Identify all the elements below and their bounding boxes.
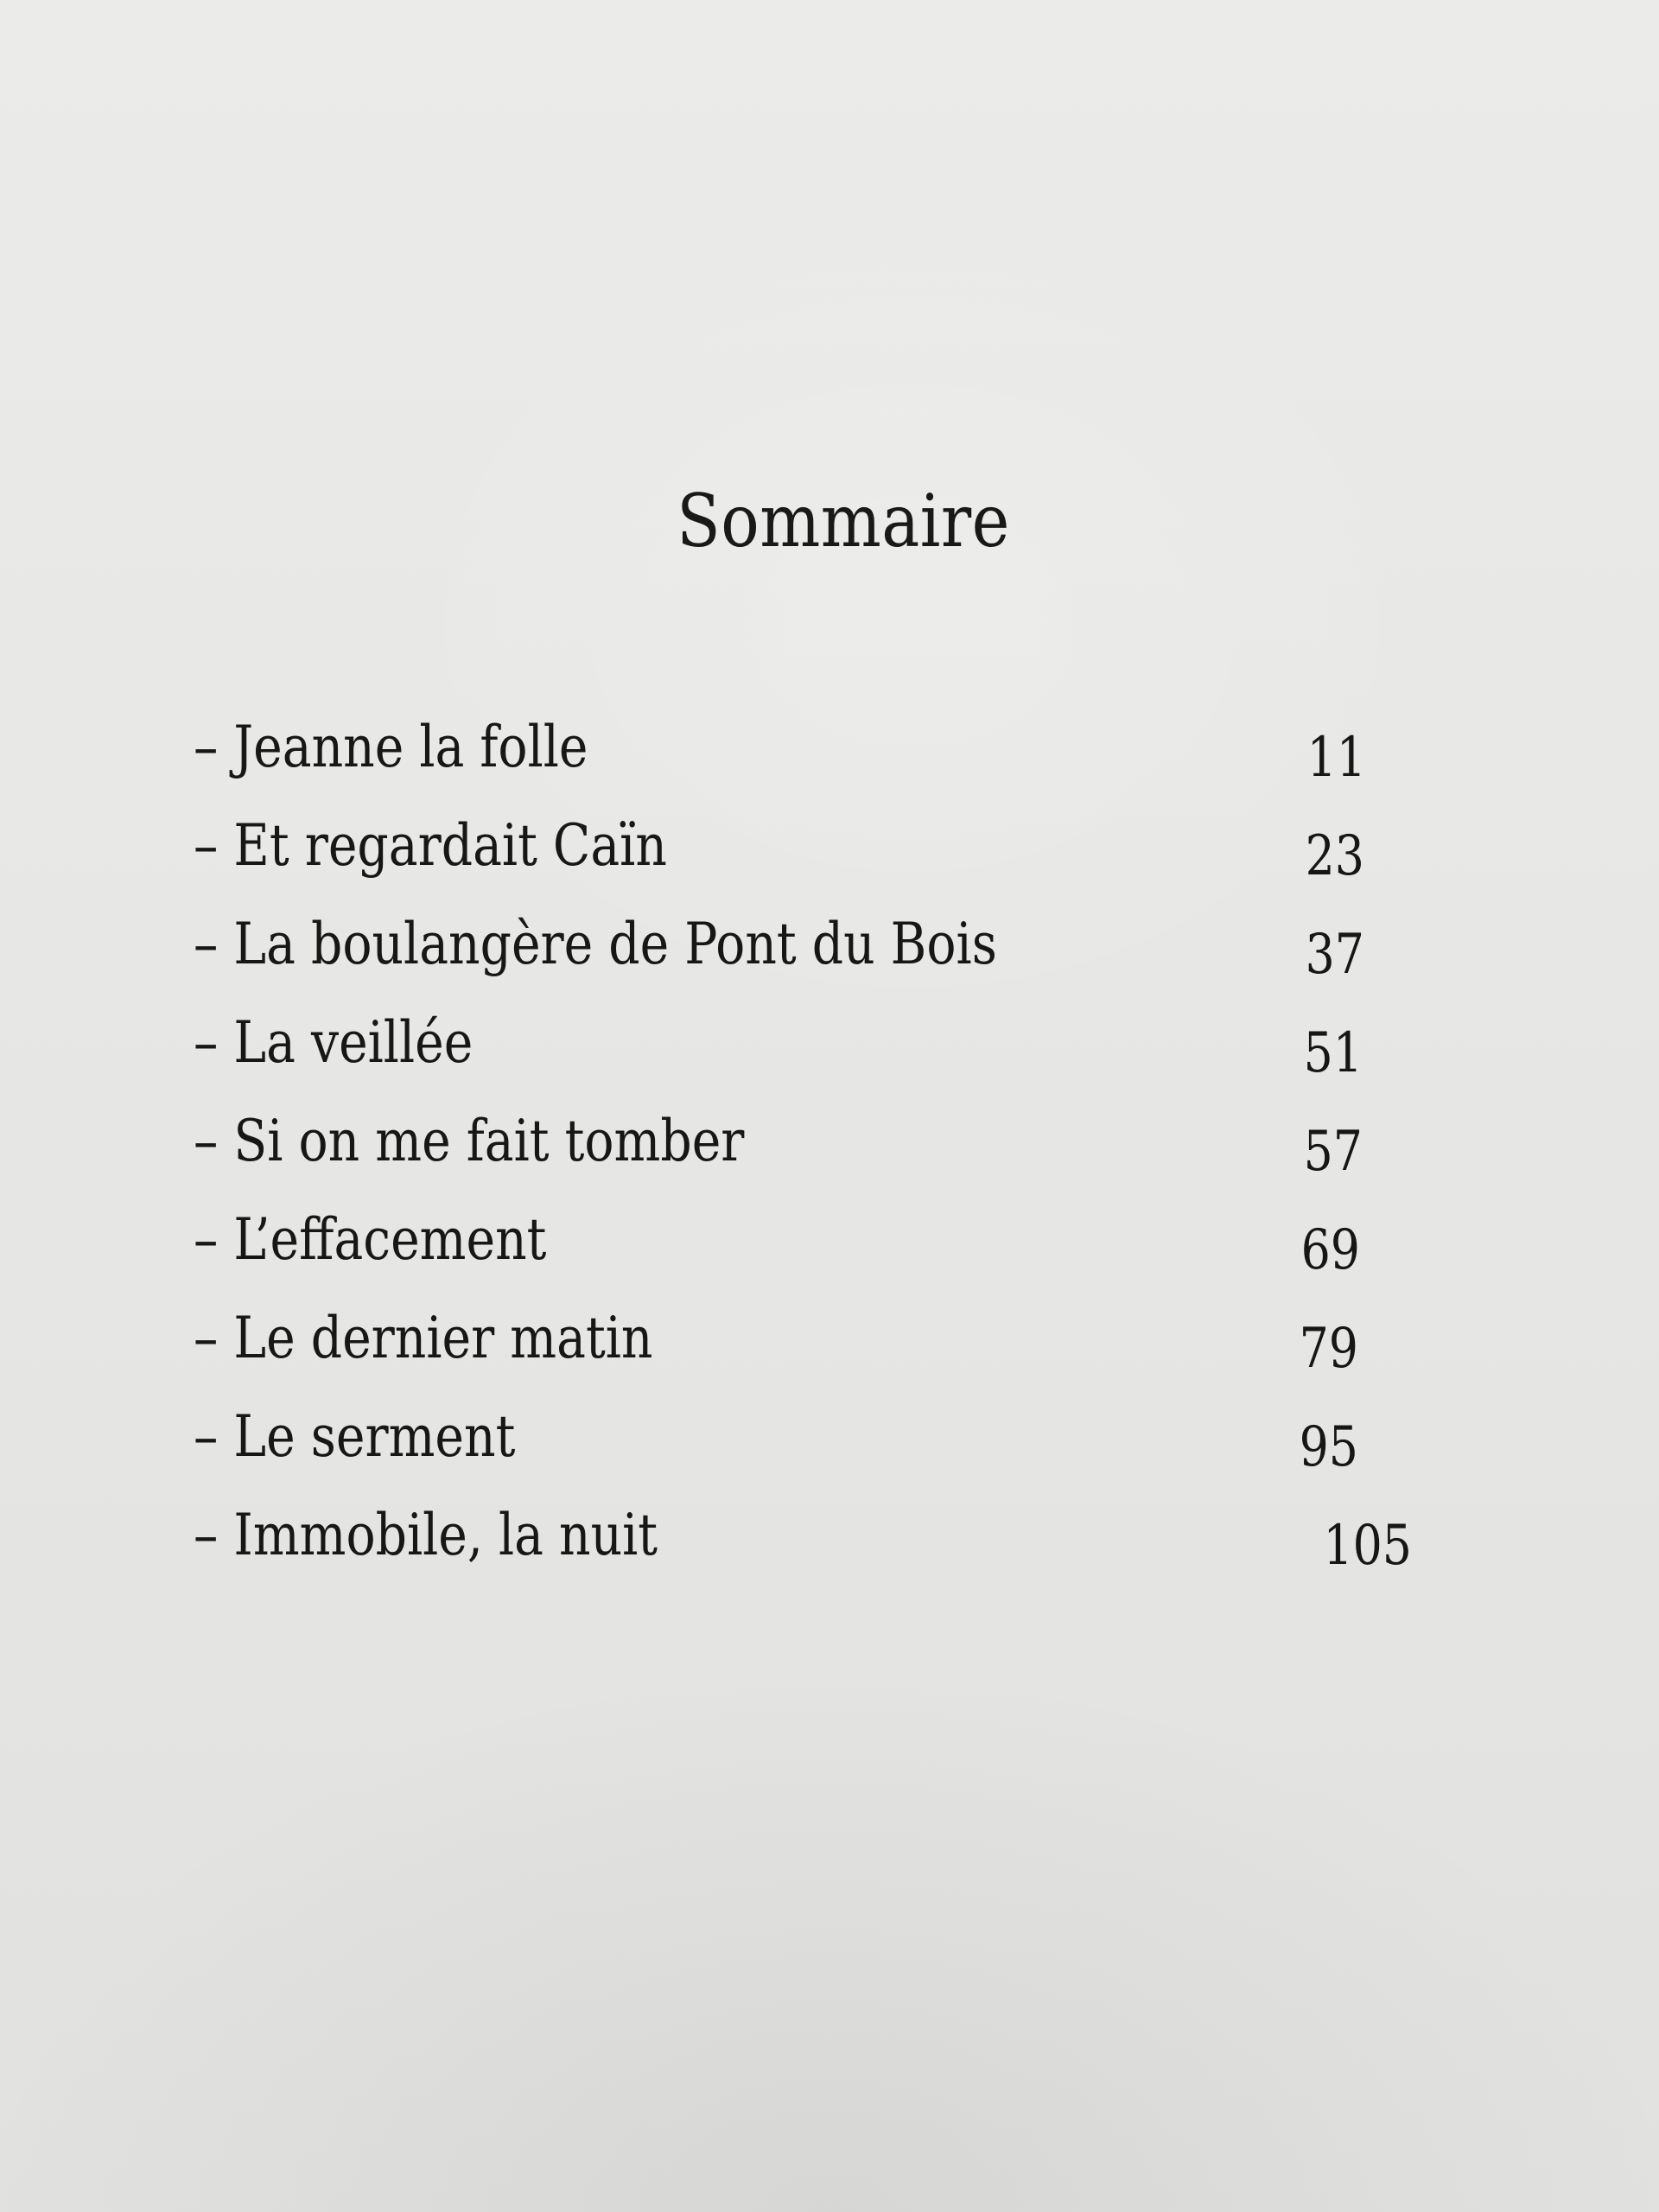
- toc-entry: [194, 1004, 1412, 1103]
- toc-entry: [194, 1300, 1412, 1398]
- toc-entry-page-number: 105: [1323, 1514, 1412, 1578]
- toc-entry-label: – Si on me fait tomber: [194, 1108, 745, 1174]
- toc-entry-label: – Et regardait Caïn: [194, 812, 667, 879]
- toc-entry-label: – L’effacement: [194, 1206, 547, 1273]
- toc-entry-label: – La boulangère de Pont du Bois: [194, 911, 997, 977]
- toc-entry: [194, 1103, 1412, 1201]
- toc-entry-label: – Immobile, la nuit: [194, 1502, 658, 1568]
- toc-entry-page-number: 23: [1305, 824, 1364, 888]
- toc-entry-page-number: 95: [1299, 1415, 1358, 1479]
- toc-entry: [194, 807, 1412, 906]
- toc-entry: [194, 709, 1412, 807]
- toc-entry: [194, 1398, 1412, 1497]
- toc-entry-label: – Le dernier matin: [194, 1305, 653, 1371]
- toc-entry-page-number: 79: [1299, 1317, 1358, 1381]
- toc-entry-page-number: 57: [1303, 1120, 1363, 1184]
- toc-entry: [194, 906, 1412, 1004]
- toc-entry-page-number: 69: [1300, 1218, 1360, 1282]
- toc-entry: [194, 1497, 1412, 1595]
- page-title: Sommaire: [677, 479, 1010, 563]
- toc-entry-page-number: 11: [1306, 726, 1366, 790]
- toc-entry: [194, 1201, 1412, 1300]
- table-of-contents: [194, 709, 1412, 1595]
- toc-entry-label: – Le serment: [194, 1403, 516, 1470]
- toc-entry-label: – La veillée: [194, 1009, 474, 1076]
- toc-entry-page-number: 51: [1303, 1021, 1363, 1085]
- toc-entry-page-number: 37: [1305, 923, 1364, 987]
- toc-entry-label: – Jeanne la folle: [194, 714, 588, 780]
